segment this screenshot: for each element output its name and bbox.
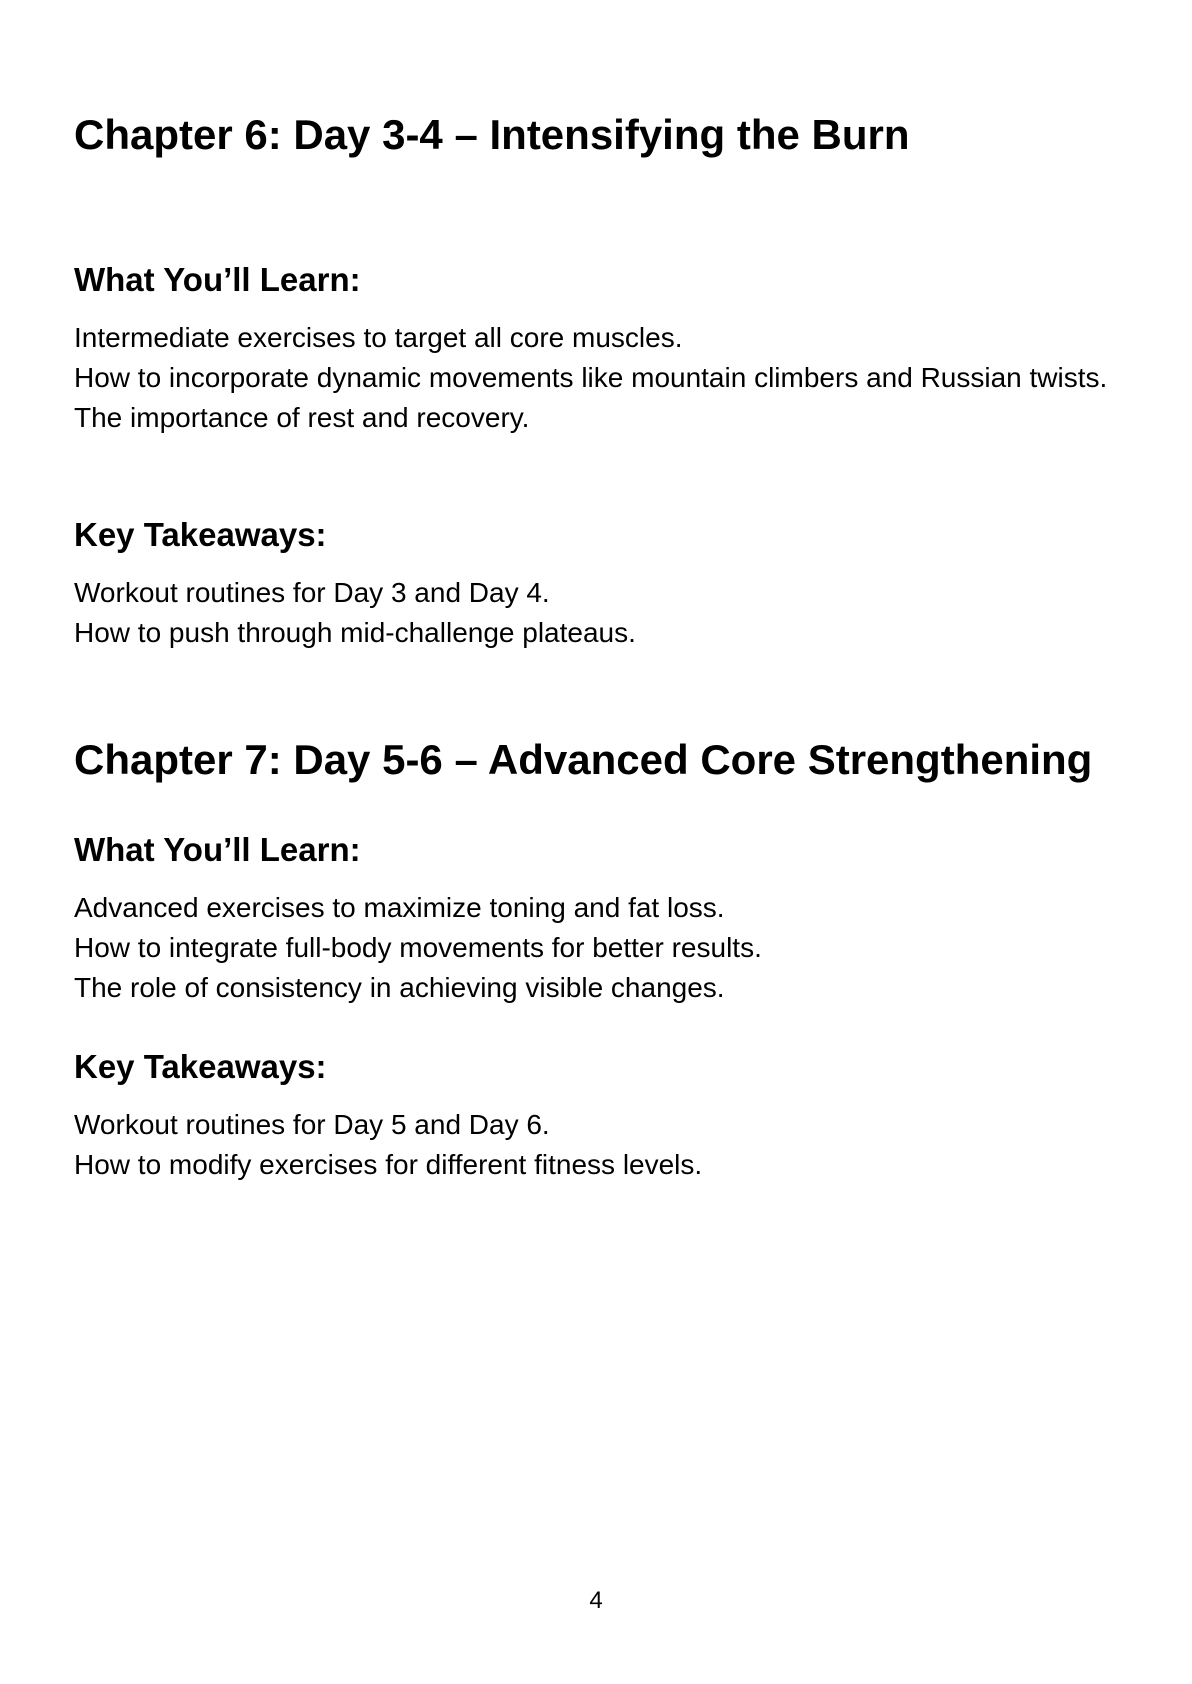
list-item: Workout routines for Day 3 and Day 4.: [74, 577, 550, 608]
list-item: The importance of rest and recovery.: [74, 402, 530, 433]
page-number: 4: [589, 1587, 603, 1614]
chapter-7-takeaways-list: [74, 1105, 1134, 1185]
chapter-7-title: Chapter 7: Day 5-6 – Advanced Core Strengthening: [74, 736, 1093, 783]
list-item: How to modify exercises for different fitness levels.: [74, 1149, 703, 1180]
list-item: Advanced exercises to maximize toning and fat loss.: [74, 892, 725, 923]
chapter-6-title: Chapter 6: Day 3-4 – Intensifying the Burn: [74, 111, 910, 158]
chapter-6-learn-heading: What You’ll Learn:: [74, 261, 361, 298]
list-item: Intermediate exercises to target all core muscles.: [74, 322, 683, 353]
list-item: How to integrate full-body movements for better results.: [74, 932, 762, 963]
list-item: The role of consistency in achieving visible changes.: [74, 972, 725, 1003]
list-item: How to incorporate dynamic movements like mountain climbers and Russian twists.: [74, 362, 1108, 393]
chapter-7-learn-heading: What You’ll Learn:: [74, 831, 361, 868]
chapter-7-learn-list: [74, 888, 1134, 1008]
list-item: Workout routines for Day 5 and Day 6.: [74, 1109, 550, 1140]
chapter-6-takeaways-heading: Key Takeaways:: [74, 516, 327, 553]
chapter-7-takeaways-heading: Key Takeaways:: [74, 1048, 327, 1085]
chapter-6-learn-list: [74, 318, 1134, 438]
chapter-6-takeaways-list: [74, 573, 1134, 653]
list-item: How to push through mid-challenge plateaus.: [74, 617, 636, 648]
